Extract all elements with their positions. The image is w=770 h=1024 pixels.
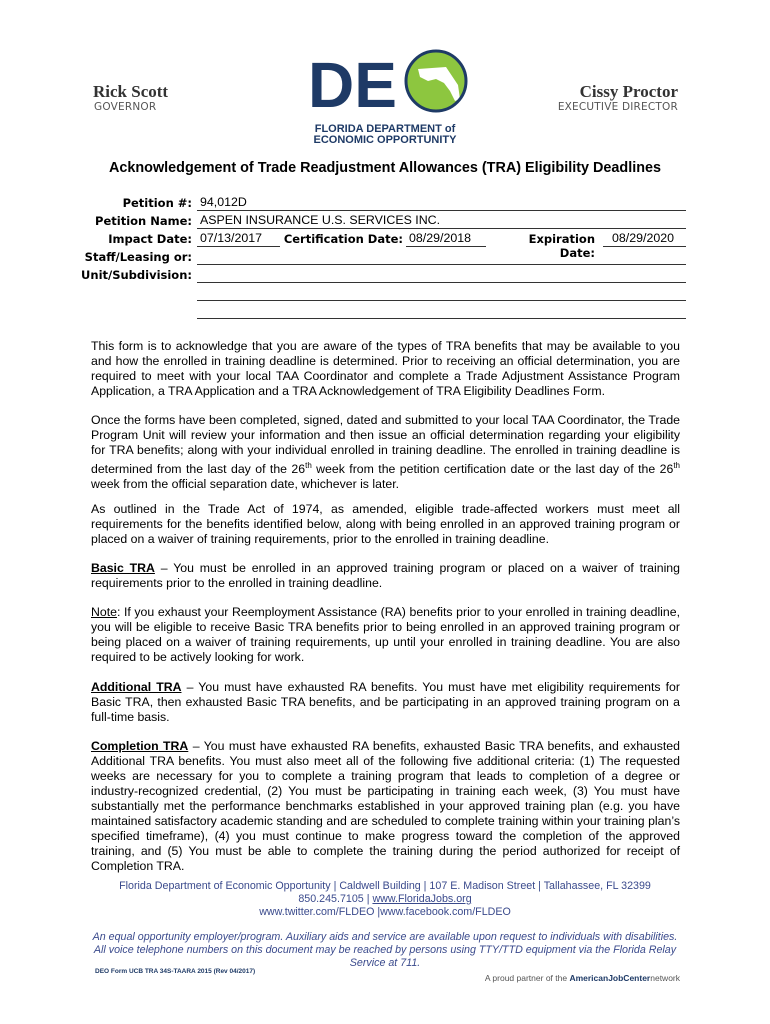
basic-tra-heading: Basic TRA [91,561,155,575]
logo-line1: FLORIDA DEPARTMENT of [314,123,456,135]
note-heading: Note [91,605,117,619]
superscript-1: th [305,461,312,470]
staff-leasing-label: Staff/Leasing or: [84,250,192,264]
expiration-date-line [603,246,686,247]
expiration-date: 08/29/2020 [612,231,675,245]
basic-tra-text: – You must be enrolled in an approved training program or placed on a waiver of training requirements prior to the enrolled in training deadline. [91,561,680,590]
superscript-2: th [673,461,680,470]
impact-date-label: Impact Date: [108,232,192,246]
ajc-brand: AmericanJobCenter [569,973,651,983]
expiration-date-label: Expiration Date: [528,232,595,260]
deo-logo [300,45,470,146]
director-title: EXECUTIVE DIRECTOR [557,101,678,113]
petition-name: ASPEN INSURANCE U.S. SERVICES INC. [200,213,441,227]
staff-leasing-line [197,264,686,265]
note-text: : If you exhaust your Reemployment Assistance (RA) benefits prior to your enrolled in training deadline, you will be eligible to receive Basic TRA benefits prior to being enrolled in an approved training program or being placed on a waiver of training requirements, up until your enrolled in training deadline. You are also required to be actively looking for work. [91,605,680,664]
deo-logo-letters: DE [308,49,397,115]
footer-address: Florida Department of Economic Opportunity | Caldwell Building | 107 E. Madison Street | Tallahassee, FL 32399 [119,880,651,892]
blank-line-1 [197,300,686,301]
eeo-line-2: All voice telephone numbers on this document may be reached by persons using TTY/TTD equipment via the Florida Relay [93,944,677,956]
intro-paragraph: This form is to acknowledge that you are aware of the types of TRA benefits that may be available to you and how the enrolled in training deadline is determined. Prior to receiving an official determination, you are required to meet with your local TAA Coordinator and complete a Trade Adjustment Assistance Program Application, a TRA Application and a TRA Acknowledgement of TRA Eligibility Deadlines Form. [91,339,680,398]
ajc-suffix: network [650,973,680,983]
ajc-partner [470,973,680,983]
certification-date-line [406,246,486,247]
petition-name-line [197,228,686,229]
unit-subdivision-line [197,282,686,283]
unit-subdivision-label: Unit/Subdivision: [81,268,192,282]
petition-number-label: Petition #: [122,196,192,210]
page-title: Acknowledgement of Trade Readjustment Allowances (TRA) Eligibility Deadlines [108,160,661,176]
blank-line-2 [197,318,686,319]
additional-tra-paragraph [91,680,680,725]
petition-number: 94,012D [200,195,247,209]
impact-date-line [197,246,280,247]
eeo-line-3: Service at 711. [349,957,421,969]
footer-phone: 850.245.7105 [298,893,364,905]
form-id: DEO Form UCB TRA 34S-TAARA 2015 (Rev 04/2017) [95,968,256,975]
completion-tra-heading: Completion TRA [91,739,189,753]
footer-contact: 850.245.7105 | www.FloridaJobs.org [298,893,472,905]
governor-title: GOVERNOR [94,101,157,113]
process-text-b: week from the petition certification date or the last day of the 26 [311,462,674,477]
trade-act-paragraph: As outlined in the Trade Act of 1974, as amended, eligible trade-affected workers must meet all requirements for the benefits identified below, along with being enrolled in an approved training program or placed on a waiver of training requirements, prior to the enrolled in training deadline. [91,502,680,546]
director-name: Cissy Proctor [579,82,678,101]
petition-number-line [197,210,686,211]
petition-name-label: Petition Name: [95,214,192,228]
process-paragraph [91,413,680,492]
additional-tra-text: – You must have exhausted RA benefits. You must have met eligibility requirements for Basic TRA, then exhausted Basic TRA benefits, and be participating in an approved training program on a full-time basis. [91,680,680,724]
certification-date: 08/29/2018 [409,231,472,245]
completion-tra-text: – You must have exhausted RA benefits, exhausted Basic TRA benefits, and exhausted Additional TRA benefits. You must also meet all of the following five additional criteria: (1) The requested weeks are necessary for you to complete a training program that leads to completion of a degree or industry-recognized credential, (2) You must be participating in training each week, (3) You must have substantially met the performance benchmarks established in your approved training plan (e.g. you have maintained satisfactory academic standing and are scheduled to complete training within your training plan’s specified timeframe), (4) you must continue to make progress toward the completion of the approved training, and (5) You must be able to complete the training during the period authorized for receipt of Completion TRA. [91,739,680,873]
impact-date: 07/13/2017 [200,231,263,245]
certification-date-label: Certification Date: [283,232,403,246]
governor-name: Rick Scott [93,82,169,101]
deo-logo-mark [300,45,470,115]
logo-line2: ECONOMIC OPPORTUNITY [313,134,457,146]
footer-social[interactable]: www.twitter.com/FLDEO |www.facebook.com/FLDEO [259,906,511,918]
completion-tra-paragraph [91,739,680,874]
ajc-prefix: A proud partner of the [484,973,570,983]
basic-tra-paragraph [91,561,680,591]
footer-website-link[interactable]: www.FloridaJobs.org [372,893,472,905]
eeo-line-1: An equal opportunity employer/program. Auxiliary aids and service are available upon request to individuals with disabilities. [92,931,678,943]
process-text-a: Once the forms have been completed, signed, dated and submitted to your local TAA Coordinator, the Trade Program Unit will review your information and then issue an official determination regarding your eligibility for TRA benefits; along with your individual enrolled in training deadline. The enrolled in training deadline is determined from the last day of the 26 [91,413,680,477]
process-text-c: week from the official separation date, whichever is later. [91,477,400,492]
note-paragraph [91,605,680,665]
additional-tra-heading: Additional TRA [91,680,182,694]
